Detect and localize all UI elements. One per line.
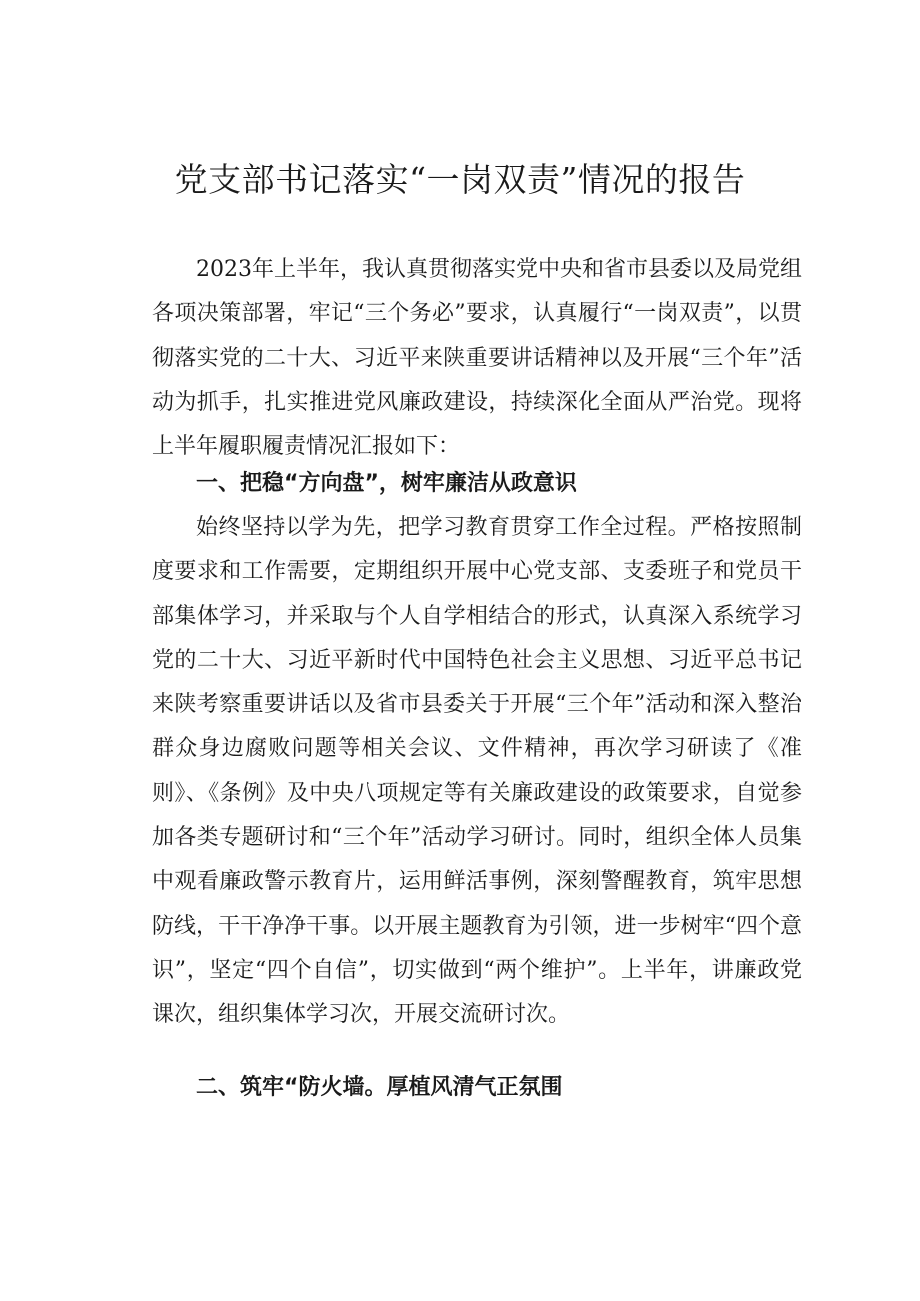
document-title: 党支部书记落实“一岗双责”情况的报告 — [174, 160, 746, 199]
section-paragraph-1: 始终坚持以学为先，把学习教育贯穿工作全过程。严格按照制度要求和工作需要，定期组织开展中心党支部、支委班子和党员干部集体学习，并采取与个人自学相结合的形式，认真深入系统学习党的二十大、习近平新时代中国特色社会主义思想、习近平总书记来陕考察重要讲话以及省市县委关于开展“三个年”活动和深入整治群众身边腐败问题等相关会议、文件精神，再次学习研读了《准则》、《条例》及中央八项规定等有关廉政建设的政策要求，自觉参加各类专题研讨和“三个年”活动学习研讨。同时，组织全体人员集中观看廉政警示教育片，运用鲜活事例，深刻警醒教育，筑牢思想防线，干干净净干事。以开展主题教育为引领，进一步树牢“四个意识”，坚定“四个自信”，切实做到“两个维护”。上半年，讲廉政党课次，组织集体学习次，开展交流研讨次。 — [152, 515, 802, 1028]
section-heading-2: 二、筑牢“防火墙。厚植风清气正氛围 — [196, 1075, 563, 1100]
section-heading-1: 一、把稳“方向盘”，树牢廉洁从政意识 — [196, 471, 577, 496]
intro-paragraph: 2023年上半年，我认真贯彻落实党中央和省市县委以及局党组各项决策部署，牢记“三个务必”要求，认真履行“一岗双责”，以贯彻落实党的二十大、习近平来陕重要讲话精神以及开展“三个年”活动为抓手，扎实推进党风廉政建设，持续深化全面从严治党。现将上半年履职履责情况汇报如下： — [152, 257, 802, 460]
